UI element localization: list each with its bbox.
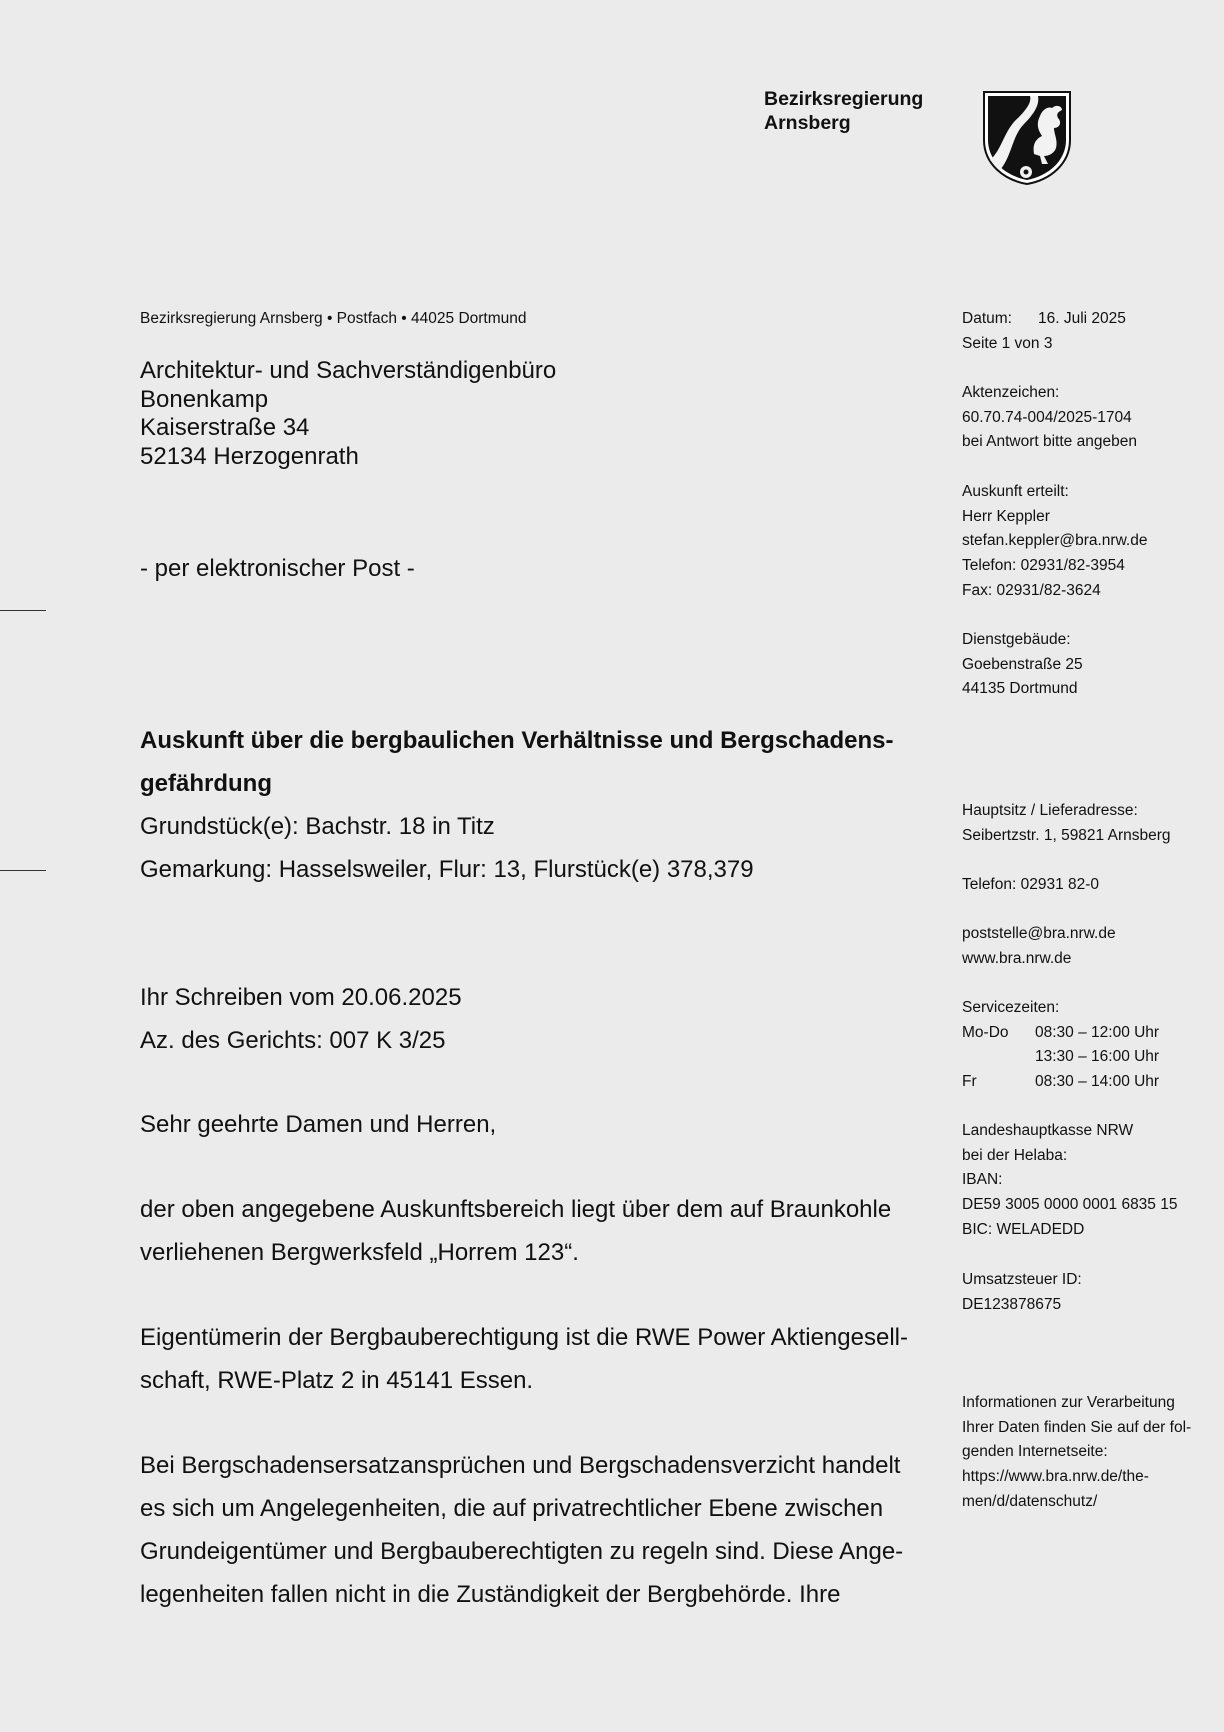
bank-iban: DE59 3005 0000 0001 6835 15 [962,1196,1178,1214]
office-label: Dienstgebäude: [962,631,1071,648]
privacy-link: men/d/datenschutz/ [962,1492,1098,1510]
body-line: legenheiten fallen nicht in die Zuständigkeit der Bergbehörde. Ihre [140,1581,841,1608]
vat-value: DE123878675 [962,1295,1062,1313]
sidebar-vat-block [962,1268,1212,1317]
sidebar-bank-block [962,1119,1212,1243]
subject-block [140,719,940,891]
hq-email: poststelle@bra.nrw.de [962,925,1116,942]
sidebar-hq-contact [962,922,1212,971]
reference-line: Az. des Gerichts: 007 K 3/25 [140,1027,446,1054]
file-number: 60.70.74-004/2025-1704 [962,408,1132,426]
vat-label: Umsatzsteuer ID: [962,1271,1082,1288]
office-city: 44135 Dortmund [962,680,1078,698]
sidebar-privacy-block [962,1391,1212,1515]
body-line: der oben angegebene Auskunftsbereich liegt über dem auf Braunkohle [140,1196,892,1223]
bank-line: bei der Helaba: [962,1146,1068,1164]
org-name-line2: Arnsberg [764,112,851,134]
body-line: Bei Bergschadensersatzansprüchen und Bergschadensverzicht handelt [140,1452,901,1479]
page-number: Seite 1 von 3 [962,334,1053,352]
sidebar-file-block [962,381,1212,455]
date-label: Datum: [962,310,1012,327]
bank-line: Landeshauptkasse NRW [962,1122,1134,1139]
service-day: Fr [962,1073,977,1091]
subject-title: gefährdung [140,770,272,797]
org-name-line1: Bezirksregierung [764,88,924,110]
sidebar-hq-block [962,799,1212,848]
hq-label: Hauptsitz / Lieferadresse: [962,802,1138,819]
hq-website: www.bra.nrw.de [962,949,1072,967]
privacy-link: https://www.bra.nrw.de/the- [962,1468,1149,1486]
contact-name: Herr Keppler [962,507,1050,525]
sidebar-service-block [962,996,1212,1095]
contact-label: Auskunft erteilt: [962,483,1069,500]
sidebar-date-block [962,307,1212,356]
service-time: 08:30 – 12:00 Uhr [1035,1023,1160,1041]
subject-line: Gemarkung: Hasselsweiler, Flur: 13, Flurstück(e) 378,379 [140,856,754,883]
contact-fax: Fax: 02931/82-3624 [962,581,1101,599]
coat-of-arms-icon [982,90,1072,186]
fold-mark [0,870,46,871]
recipient-line: Kaiserstraße 34 [140,414,310,441]
service-label: Servicezeiten: [962,999,1060,1016]
privacy-line: genden Internetseite: [962,1443,1108,1461]
sender-line: Bezirksregierung Arnsberg • Postfach • 44025 Dortmund [140,310,527,327]
body-line: Grundeigentümer und Bergbauberechtigten zu regeln sind. Diese Ange- [140,1538,904,1565]
service-time: 08:30 – 14:00 Uhr [1035,1073,1160,1091]
sidebar-office-block [962,628,1212,702]
office-street: Goebenstraße 25 [962,655,1083,673]
file-note: bei Antwort bitte angeben [962,433,1137,451]
delivery-note: - per elektronischer Post - [140,555,415,582]
body-paragraph [140,1316,940,1402]
body-paragraph [140,1188,940,1274]
recipient-line: 52134 Herzogenrath [140,442,359,470]
bank-bic: BIC: WELADEDD [962,1220,1085,1238]
service-day: Mo-Do [962,1023,1009,1041]
privacy-line: Informationen zur Verarbeitung [962,1394,1175,1411]
salutation: Sehr geehrte Damen und Herren, [140,1111,497,1138]
fold-mark [0,610,46,611]
reference-line: Ihr Schreiben vom 20.06.2025 [140,984,462,1011]
hq-address: Seibertzstr. 1, 59821 Arnsberg [962,826,1171,844]
recipient-address [140,357,556,471]
subject-line: Grundstück(e): Bachstr. 18 in Titz [140,813,495,840]
date-value: 16. Juli 2025 [1038,310,1126,327]
body-line: es sich um Angelegenheiten, die auf privatrechtlicher Ebene zwischen [140,1495,884,1522]
contact-phone: Telefon: 02931/82-3954 [962,557,1125,575]
body-paragraph [140,1444,940,1616]
service-time: 13:30 – 16:00 Uhr [1035,1048,1160,1066]
subject-title: Auskunft über die bergbaulichen Verhältnisse und Bergschadens- [140,727,894,754]
sidebar-contact-block [962,480,1212,604]
recipient-line: Architektur- und Sachverständigenbüro [140,357,557,384]
file-label: Aktenzeichen: [962,384,1060,401]
recipient-line: Bonenkamp [140,385,269,413]
reference-block [140,976,940,1062]
bank-line: IBAN: [962,1171,1003,1189]
body-line: verliehenen Bergwerksfeld „Horrem 123“. [140,1239,579,1266]
privacy-line: Ihrer Daten finden Sie auf der fol- [962,1418,1192,1436]
body-line: Eigentümerin der Bergbauberechtigung ist die RWE Power Aktiengesell- [140,1324,908,1351]
letterhead [764,87,923,135]
sidebar-hq-phone: Telefon: 02931 82-0 [962,876,1100,893]
body-line: schaft, RWE-Platz 2 in 45141 Essen. [140,1367,534,1394]
contact-email: stefan.keppler@bra.nrw.de [962,532,1148,550]
